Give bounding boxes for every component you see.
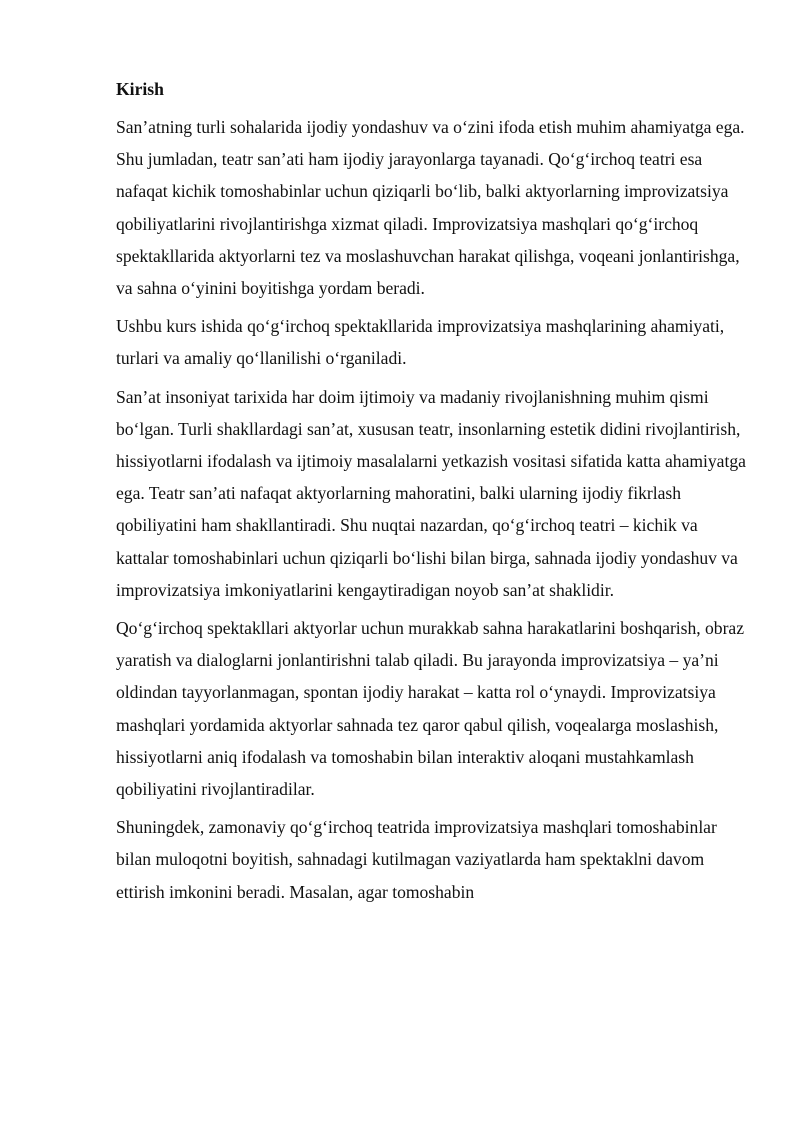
paragraph-art-history: San’at insoniyat tarixida har doim ijtimoiy va madaniy rivojlanishning muhim qismi bo‘lgan. Turli shakllardagi san’at, xususan teatr, insonlarning estetik didini rivojlantirish, hissiyotlarni ifodalash va ijtimoiy masalalarni yetkazish vositasi sifatida katta ahamiyatga ega. Teatr san’ati nafaqat aktyorlarning mahoratini, balki ularning ijodiy fikrlash qobiliyatini ham shakllantiradi. Shu nuqtai nazardan, qo‘g‘irchoq teatri – kichik va kattalar tomoshabinlari uchun qiziqarli bo‘lishi bilan birga, sahnada ijodiy yondashuv va improvizatsiya imkoniyatlarini kengaytiradigan noyob san’at shaklidir.	[116, 386, 746, 600]
paragraph-puppet-performances: Qo‘g‘irchoq spektakllari aktyorlar uchun murakkab sahna harakatlarini boshqarish, obraz yaratish va dialoglarni jonlantirishni talab qiladi. Bu jarayonda improvizatsiya – ya’ni oldindan tayyorlanmagan, spontan ijodiy harakat – katta rol o‘ynaydi. Improvizatsiya mashqlari yordamida aktyorlar sahnada tez qaror qabul qilish, voqealarga moslashish, hissiyotlarni aniq ifodalash va tomoshabin bilan interaktiv aloqani mustahkamlash qobiliyatini rivojlantiradilar.	[116, 618, 744, 800]
paragraph-intro: San’atning turli sohalarida ijodiy yondashuv va o‘zini ifoda etish muhim ahamiyatga ega. Shu jumladan, teatr san’ati ham ijodiy jarayonlarga tayanadi. Qo‘g‘irchoq teatri esa nafaqat kichik tomoshabinlar uchun qiziqarli bo‘lib, balki aktyorlarning improvizatsiya qobiliyatlarini rivojlantirishga xizmat qiladi. Improvizatsiya mashqlari qo‘g‘irchoq spektakllarida aktyorlarni tez va moslashuvchan harakat qilishga, voqeani jonlantirishga, va sahna o‘yinini boyitishga yordam beradi.	[116, 117, 745, 299]
section-heading: Kirish	[116, 79, 164, 99]
paragraph-course-scope: Ushbu kurs ishida qo‘g‘irchoq spektakllarida improvizatsiya mashqlarining ahamiyati, turlari va amaliy qo‘llanilishi o‘rganiladi.	[116, 316, 725, 369]
document-body	[116, 73, 746, 914]
paragraph-modern-theatre: Shuningdek, zamonaviy qo‘g‘irchoq teatrida improvizatsiya mashqlari tomoshabinlar bilan muloqotni boyitish, sahnadagi kutilmagan vaziyatlarda ham spektaklni davom ettirish imkonini beradi. Masalan, agar tomoshabin	[116, 817, 717, 902]
